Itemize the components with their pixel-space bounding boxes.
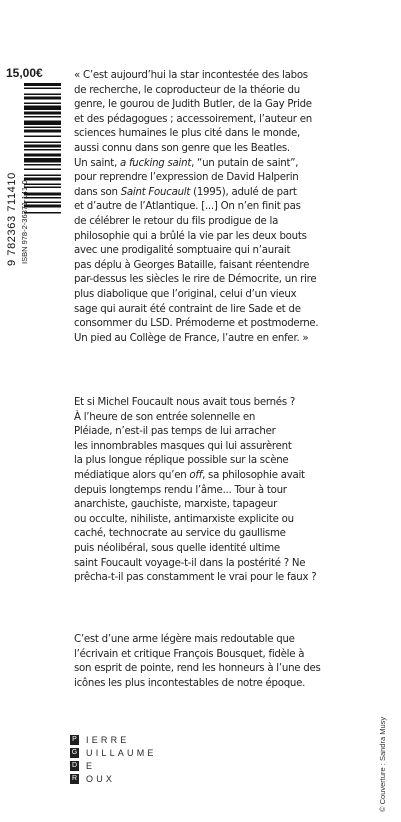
blurb-line: pas déplu à Georges Bataille, faisant réentendre	[74, 259, 310, 271]
blurb-line: son esprit de pointe, rend les honneurs à l’une des	[74, 663, 321, 675]
barcode-bar	[24, 130, 61, 133]
barcode-bar	[24, 127, 61, 129]
barcode-digits: 9 782363 711410	[6, 172, 18, 266]
blurb-line: Et si Michel Foucault nous avait tous bernés ?	[74, 397, 296, 408]
blurb-line: ou occulte, nihiliste, antimarxiste explicite ou	[74, 513, 294, 525]
blurb-line: la plus longue réplique possible sur la scène	[74, 455, 289, 467]
blurb-line: anarchiste, gauchiste, marxiste, tapageur	[74, 499, 278, 511]
blurb-line: caché, technocrate au service du gaullisme	[74, 528, 286, 540]
publisher-letter-g: G	[71, 749, 78, 756]
publisher-word-3: E	[86, 761, 96, 771]
barcode-bar	[24, 97, 61, 100]
barcode-bar	[24, 169, 61, 171]
barcode-bar	[24, 103, 61, 105]
blurb-line: de célébrer le retour du fils prodigue de la	[74, 215, 279, 227]
blurb-line: les innombrables masques qui lui assurèrent	[74, 440, 292, 452]
blurb-line: prêcha-t-il pas constamment le vrai pour le faux ?	[74, 572, 317, 584]
blurb-line: de recherche, le coproducteur de la théorie du	[74, 84, 300, 96]
barcode-bar	[24, 197, 61, 199]
blurb-line: Pléiade, n’est-il pas temps de lui arracher	[74, 426, 276, 438]
blurb-line: et des pédagogues ; accessoirement, l’auteur en	[74, 113, 312, 125]
barcode-bar	[24, 94, 61, 96]
barcode-bar	[24, 83, 61, 86]
blurb-line: philosophie qui a brûlé la vie par les deux bouts	[74, 230, 307, 242]
blurb-line: pour reprendre l’expression de David Halperin	[74, 172, 299, 184]
blurb-line: aussi connu dans son genre que les Beatles.	[74, 142, 290, 154]
cover-credit: © Couverture : Sandra Musy	[378, 716, 387, 812]
barcode-bar	[24, 106, 61, 111]
publisher-letter-r: R	[71, 775, 78, 782]
blurb-line: À l’heure de son entrée solennelle en	[74, 411, 256, 423]
blurb-line: genre, le gourou de Judith Butler, de la Gay Pride	[74, 99, 312, 111]
blurb-line: depuis longtemps rendu l’âme... Tour à tour	[74, 484, 287, 496]
blurb-line: avec une prodigalité somptuaire qui n’aurait	[74, 245, 291, 257]
blurb-line: plus diabolique que l’original, celui d’un vieux	[74, 288, 297, 300]
blurb-line: sage qui aurait été contraint de lire Sade et de	[74, 303, 301, 315]
blurb-paragraph-1	[74, 69, 354, 346]
barcode-bar	[24, 184, 61, 186]
blurb-line: médiatique alors qu’en off, sa philosophie avait	[74, 469, 305, 481]
blurb-line: C’est d’une arme légère mais redoutable que	[74, 634, 295, 645]
barcode-bar	[24, 88, 61, 90]
barcode-bar	[24, 121, 61, 126]
blurb-line: l’écrivain et critique François Bousquet, fidèle à	[74, 648, 305, 660]
blurb-line: saint Foucault voyage-t-il dans la postérité ? Ne	[74, 557, 306, 569]
barcode-bar	[24, 149, 61, 151]
barcode-bar	[24, 178, 61, 181]
isbn-text: ISBN 978-2-36371-141-0	[20, 180, 29, 264]
blurb-line: et d’autre de l’Atlantique. [...] On n’en finit pas	[74, 201, 301, 213]
blurb-line: sciences humaines le plus cité dans le monde,	[74, 128, 301, 140]
barcode-bar	[24, 158, 61, 163]
blurb-paragraph-3	[74, 633, 354, 691]
blurb-line: icônes les plus incontestables de notre époque.	[74, 677, 306, 689]
publisher-word-1: IERRE	[86, 735, 130, 745]
barcode-bar	[24, 164, 61, 166]
barcode-bar	[24, 116, 61, 118]
blurb-line: par-dessus les siècles le rire de Démocrite, un rire	[74, 274, 317, 286]
barcode-bar	[24, 112, 61, 115]
barcode-bar	[24, 175, 61, 177]
publisher-word-2: UILLAUME	[86, 748, 157, 758]
barcode-bar	[24, 193, 61, 196]
blurb-line: puis néolibéral, sous quelle identité ultime	[74, 542, 280, 554]
barcode-bar	[24, 212, 61, 214]
barcode-bar	[24, 142, 61, 144]
barcode-bar	[24, 154, 61, 157]
blurb-line: Un pied au Collège de France, l’autre en enfer. »	[74, 332, 309, 344]
barcode-bar	[24, 187, 61, 189]
publisher-logo	[70, 735, 190, 795]
publisher-word-4: OUX	[86, 774, 116, 784]
barcode-bar	[24, 202, 61, 204]
blurb-line: consommer du LSD. Prémoderne et postmoderne.	[74, 318, 319, 330]
barcode-bar	[24, 205, 61, 208]
publisher-letter-p: P	[70, 735, 79, 745]
price-label: 15,00€	[6, 66, 43, 80]
publisher-letter-d: D	[71, 762, 78, 769]
blurb-line: dans son Saint Foucault (1995), adulé de part	[74, 186, 297, 198]
blurb-paragraph-2	[74, 396, 354, 586]
barcode-bar	[24, 145, 61, 148]
barcode-bar	[24, 136, 61, 138]
blurb-line: « C’est aujourd’hui la star incontestée des labos	[74, 70, 308, 81]
blurb-line: Un saint, a fucking saint, “un putain de saint”,	[74, 157, 299, 169]
